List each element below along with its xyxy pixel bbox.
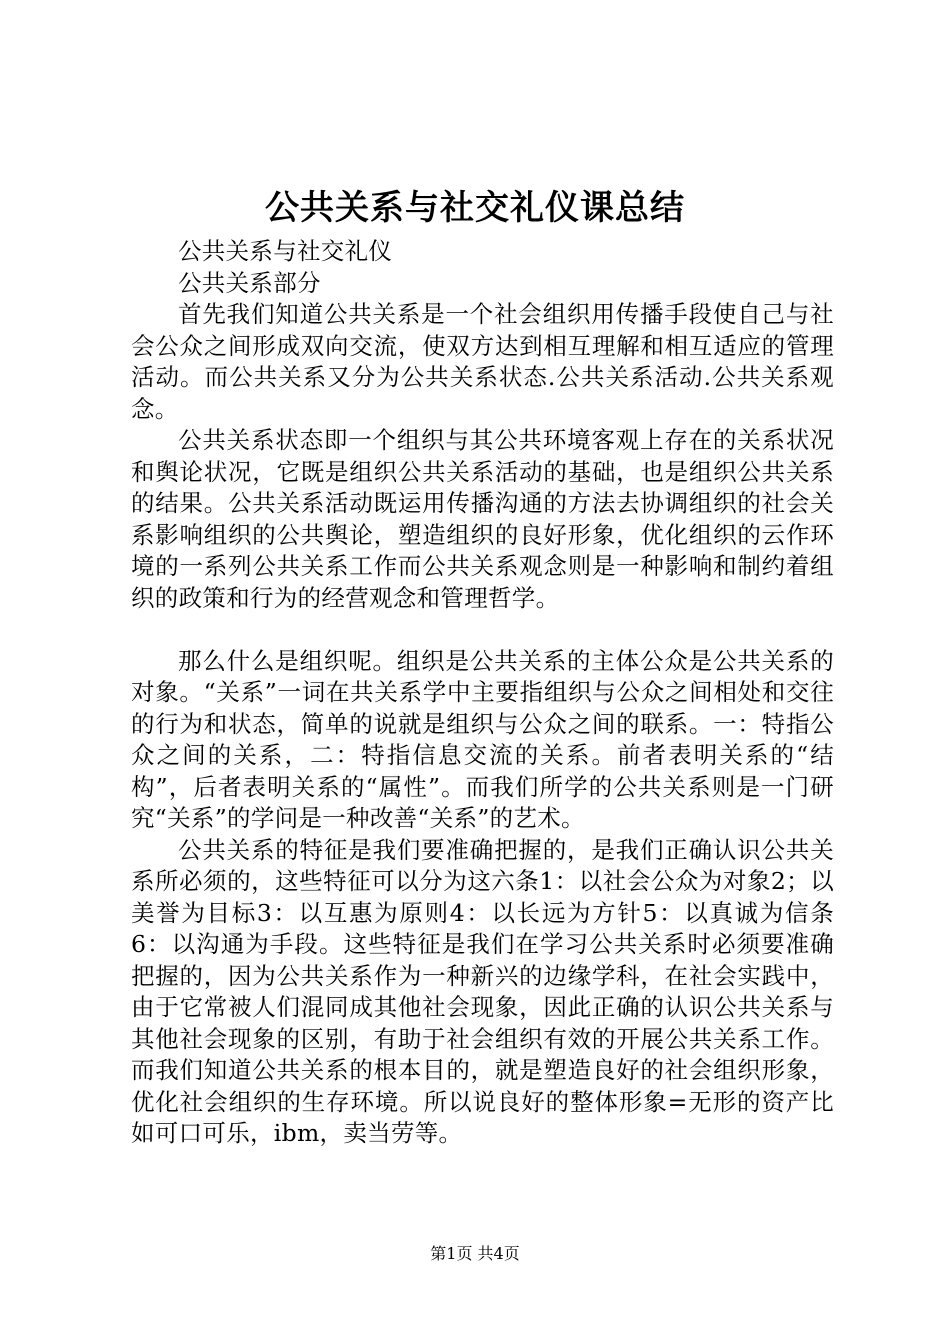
page-footer: 第1页 共4页	[430, 1244, 520, 1263]
document-title: 公共关系与社交礼仪课总结	[265, 188, 685, 228]
body-paragraph: 那么什么是组织呢。组织是公共关系的主体公众是公共关系的对象。“关系”一词在共关系学中主要指组织与公众之间相处和交往的行为和状态，简单的说就是组织与公众之间的联系。一：特指公众之间的关系，二：特指信息交流的关系。前者表明关系的“结构”，后者表明关系的“属性”。而我们所学的公共关系则是一门研究“关系”的学问是一种改善“关系”的艺术。	[131, 646, 834, 832]
body-paragraph: 公共关系状态即一个组织与其公共环境客观上存在的关系状况和舆论状况，它既是组织公共关系活动的基础，也是组织公共关系的结果。公共关系活动既运用传播沟通的方法去协调组织的社会关系影响组织的公共舆论，塑造组织的良好形象，优化组织的云作环境的一系列公共关系工作而公共关系观念则是一种影响和制约着组织的政策和行为的经营观念和管理哲学。	[131, 426, 834, 612]
body-paragraph: 首先我们知道公共关系是一个社会组织用传播手段使自己与社会公众之间形成双向交流，使双方达到相互理解和相互适应的管理活动。而公共关系又分为公共关系状态.公共关系活动.公共关系观念。	[131, 300, 834, 423]
section-heading-paragraph: 公共关系部分	[178, 268, 321, 297]
subtitle-paragraph: 公共关系与社交礼仪	[178, 237, 393, 265]
body-paragraph: 公共关系的特征是我们要准确把握的，是我们正确认识公共关系所必须的，这些特征可以分为这六条1：以社会公众为对象2；以美誉为目标3：以互惠为原则4：以长远为方针5：以真诚为信条6：以沟通为手段。这些特征是我们在学习公共关系时必须要准确把握的，因为公共关系作为一种新兴的边缘学科，在社会实践中，由于它常被人们混同成其他社会现象，因此正确的认识公共关系与其他社会现象的区别，有助于社会组织有效的开展公共关系工作。而我们知道公共关系的根本目的，就是塑造良好的社会组织形象，优化社会组织的生存环境。所以说良好的整体形象=无形的资产比如可口可乐，ibm，卖当劳等。	[131, 835, 834, 1147]
document-body	[131, 236, 834, 1150]
